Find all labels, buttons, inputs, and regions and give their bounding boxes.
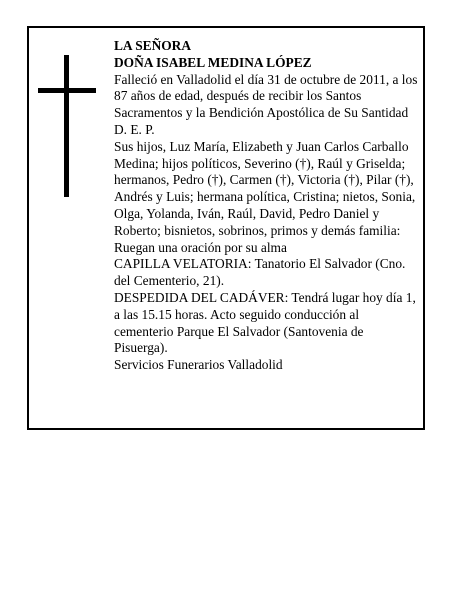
deceased-name: DOÑA ISABEL MEDINA LÓPEZ xyxy=(114,54,312,70)
prayer-request: Ruegan una oración por su alma xyxy=(114,239,287,255)
family-list: Sus hijos, Luz María, Elizabeth y Juan Carlos Carballo Medina; hijos políticos, Severino (†), Raúl y Griselda; hermanos, Pedro (†), Carmen (†), Victoria (†), Pilar (†), Andrés y Luis; hermana política, Cristina; nietos, Sonia, Olga, Yolanda, Iván, Raúl, David, Pedro Daniel y Roberto; bisnietos, sobrinos, primos y demás familia: xyxy=(114,138,416,238)
funeral-home: Servicios Funerarios Valladolid xyxy=(114,357,283,373)
cross-horizontal-bar xyxy=(38,88,96,93)
obituary-text xyxy=(114,38,420,374)
death-announcement: Falleció en Valladolid el día 31 de octubre de 2011, a los 87 años de edad, después de recibir los Santos Sacramentos y la Bendición Apostólica de Su Santidad D. E. P. xyxy=(114,71,418,137)
farewell-information: DESPEDIDA DEL CADÁVER: Tendrá lugar hoy día 1, a las 15.15 horas. Acto seguido conducción al cementerio Parque El Salvador (Santovenia de Pisuerga). xyxy=(114,289,416,356)
chapel-information: CAPILLA VELATORIA: Tanatorio El Salvador (Cno. del Cementerio, 21). xyxy=(114,256,406,289)
latin-cross-icon xyxy=(38,55,96,197)
notice-title: LA SEÑORA xyxy=(114,38,192,53)
cross-vertical-bar xyxy=(64,55,69,197)
